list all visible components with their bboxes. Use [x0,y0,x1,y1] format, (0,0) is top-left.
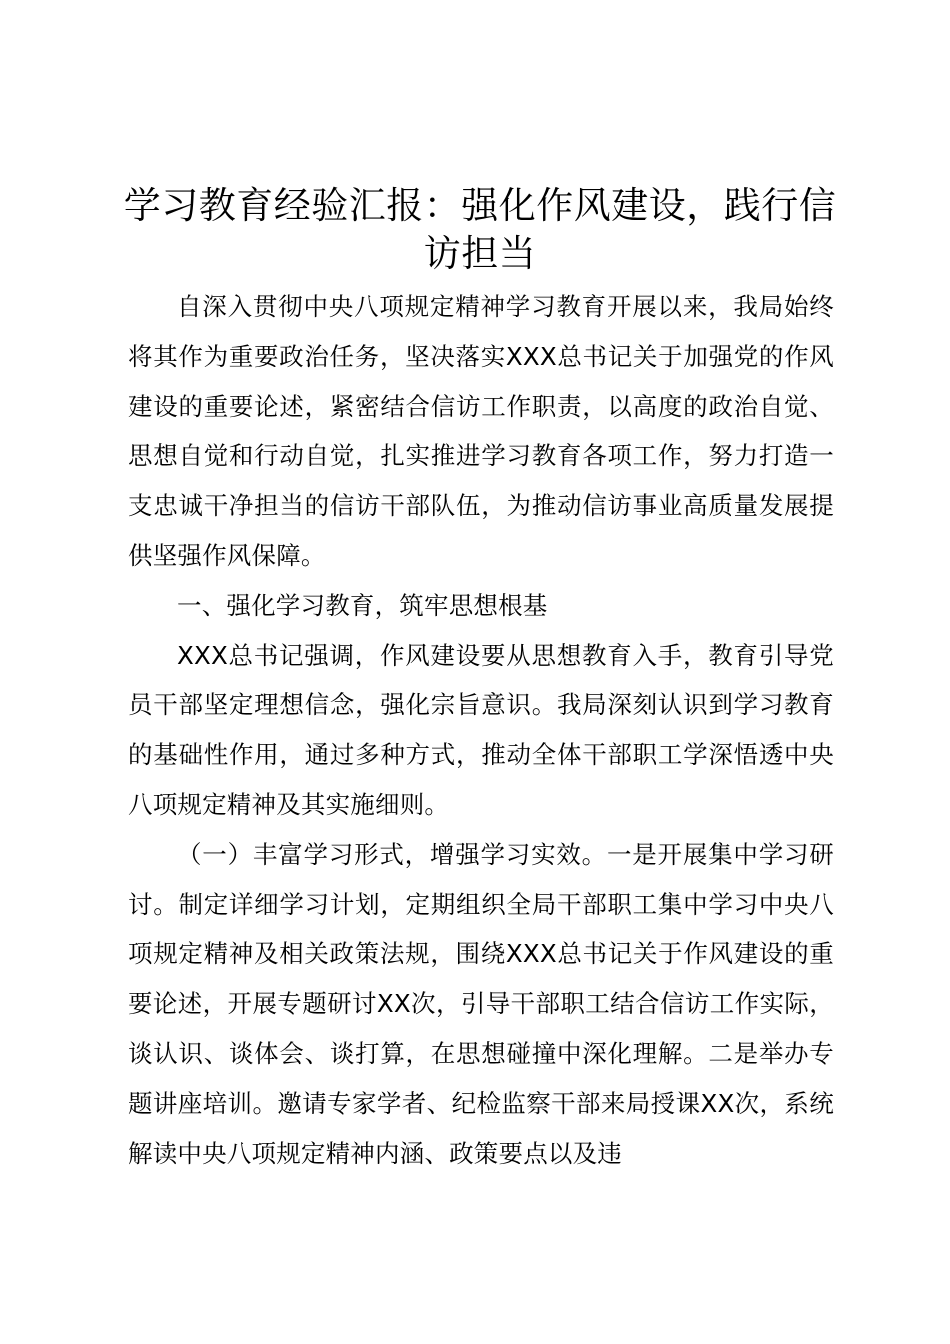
subsection-1-paragraph: （一）丰富学习形式，增强学习实效。一是开展集中学习研讨。制定详细学习计划，定期组织全局干部职工集中学习中央八项规定精神及相关政策法规，围绕XXX总书记关于作风建设的重要论述，开展专题研讨XX次，引导干部职工结合信访工作实际，谈认识、谈体会、谈打算，在思想碰撞中深化理解。二是举办专题讲座培训。邀请专家学者、纪检监察干部来局授课XX次，系统解读中央八项规定精神内涵、政策要点以及违 [128,839,834,1168]
intro-paragraph: 自深入贯彻中央八项规定精神学习教育开展以来，我局始终将其作为重要政治任务，坚决落实XXX总书记关于加强党的作风建设的重要论述，紧密结合信访工作职责，以高度的政治自觉、思想自觉和行动自觉，扎实推进学习教育各项工作，努力打造一支忠诚干净担当的信访干部队伍，为推动信访事业高质量发展提供坚强作风保障。 [128,292,834,570]
document-title: 学习教育经验汇报：强化作风建设，践行信访担当 [123,184,837,275]
section-heading-1: 一、强化学习教育，筑牢思想根基 [177,590,548,620]
section-1-paragraph: XXX总书记强调，作风建设要从思想教育入手，教育引导党员干部坚定理想信念，强化宗旨意识。我局深刻认识到学习教育的基础性作用，通过多种方式，推动全体干部职工学深悟透中央八项规定精神及其实施细则。 [128,640,834,819]
document-body [128,282,834,1178]
